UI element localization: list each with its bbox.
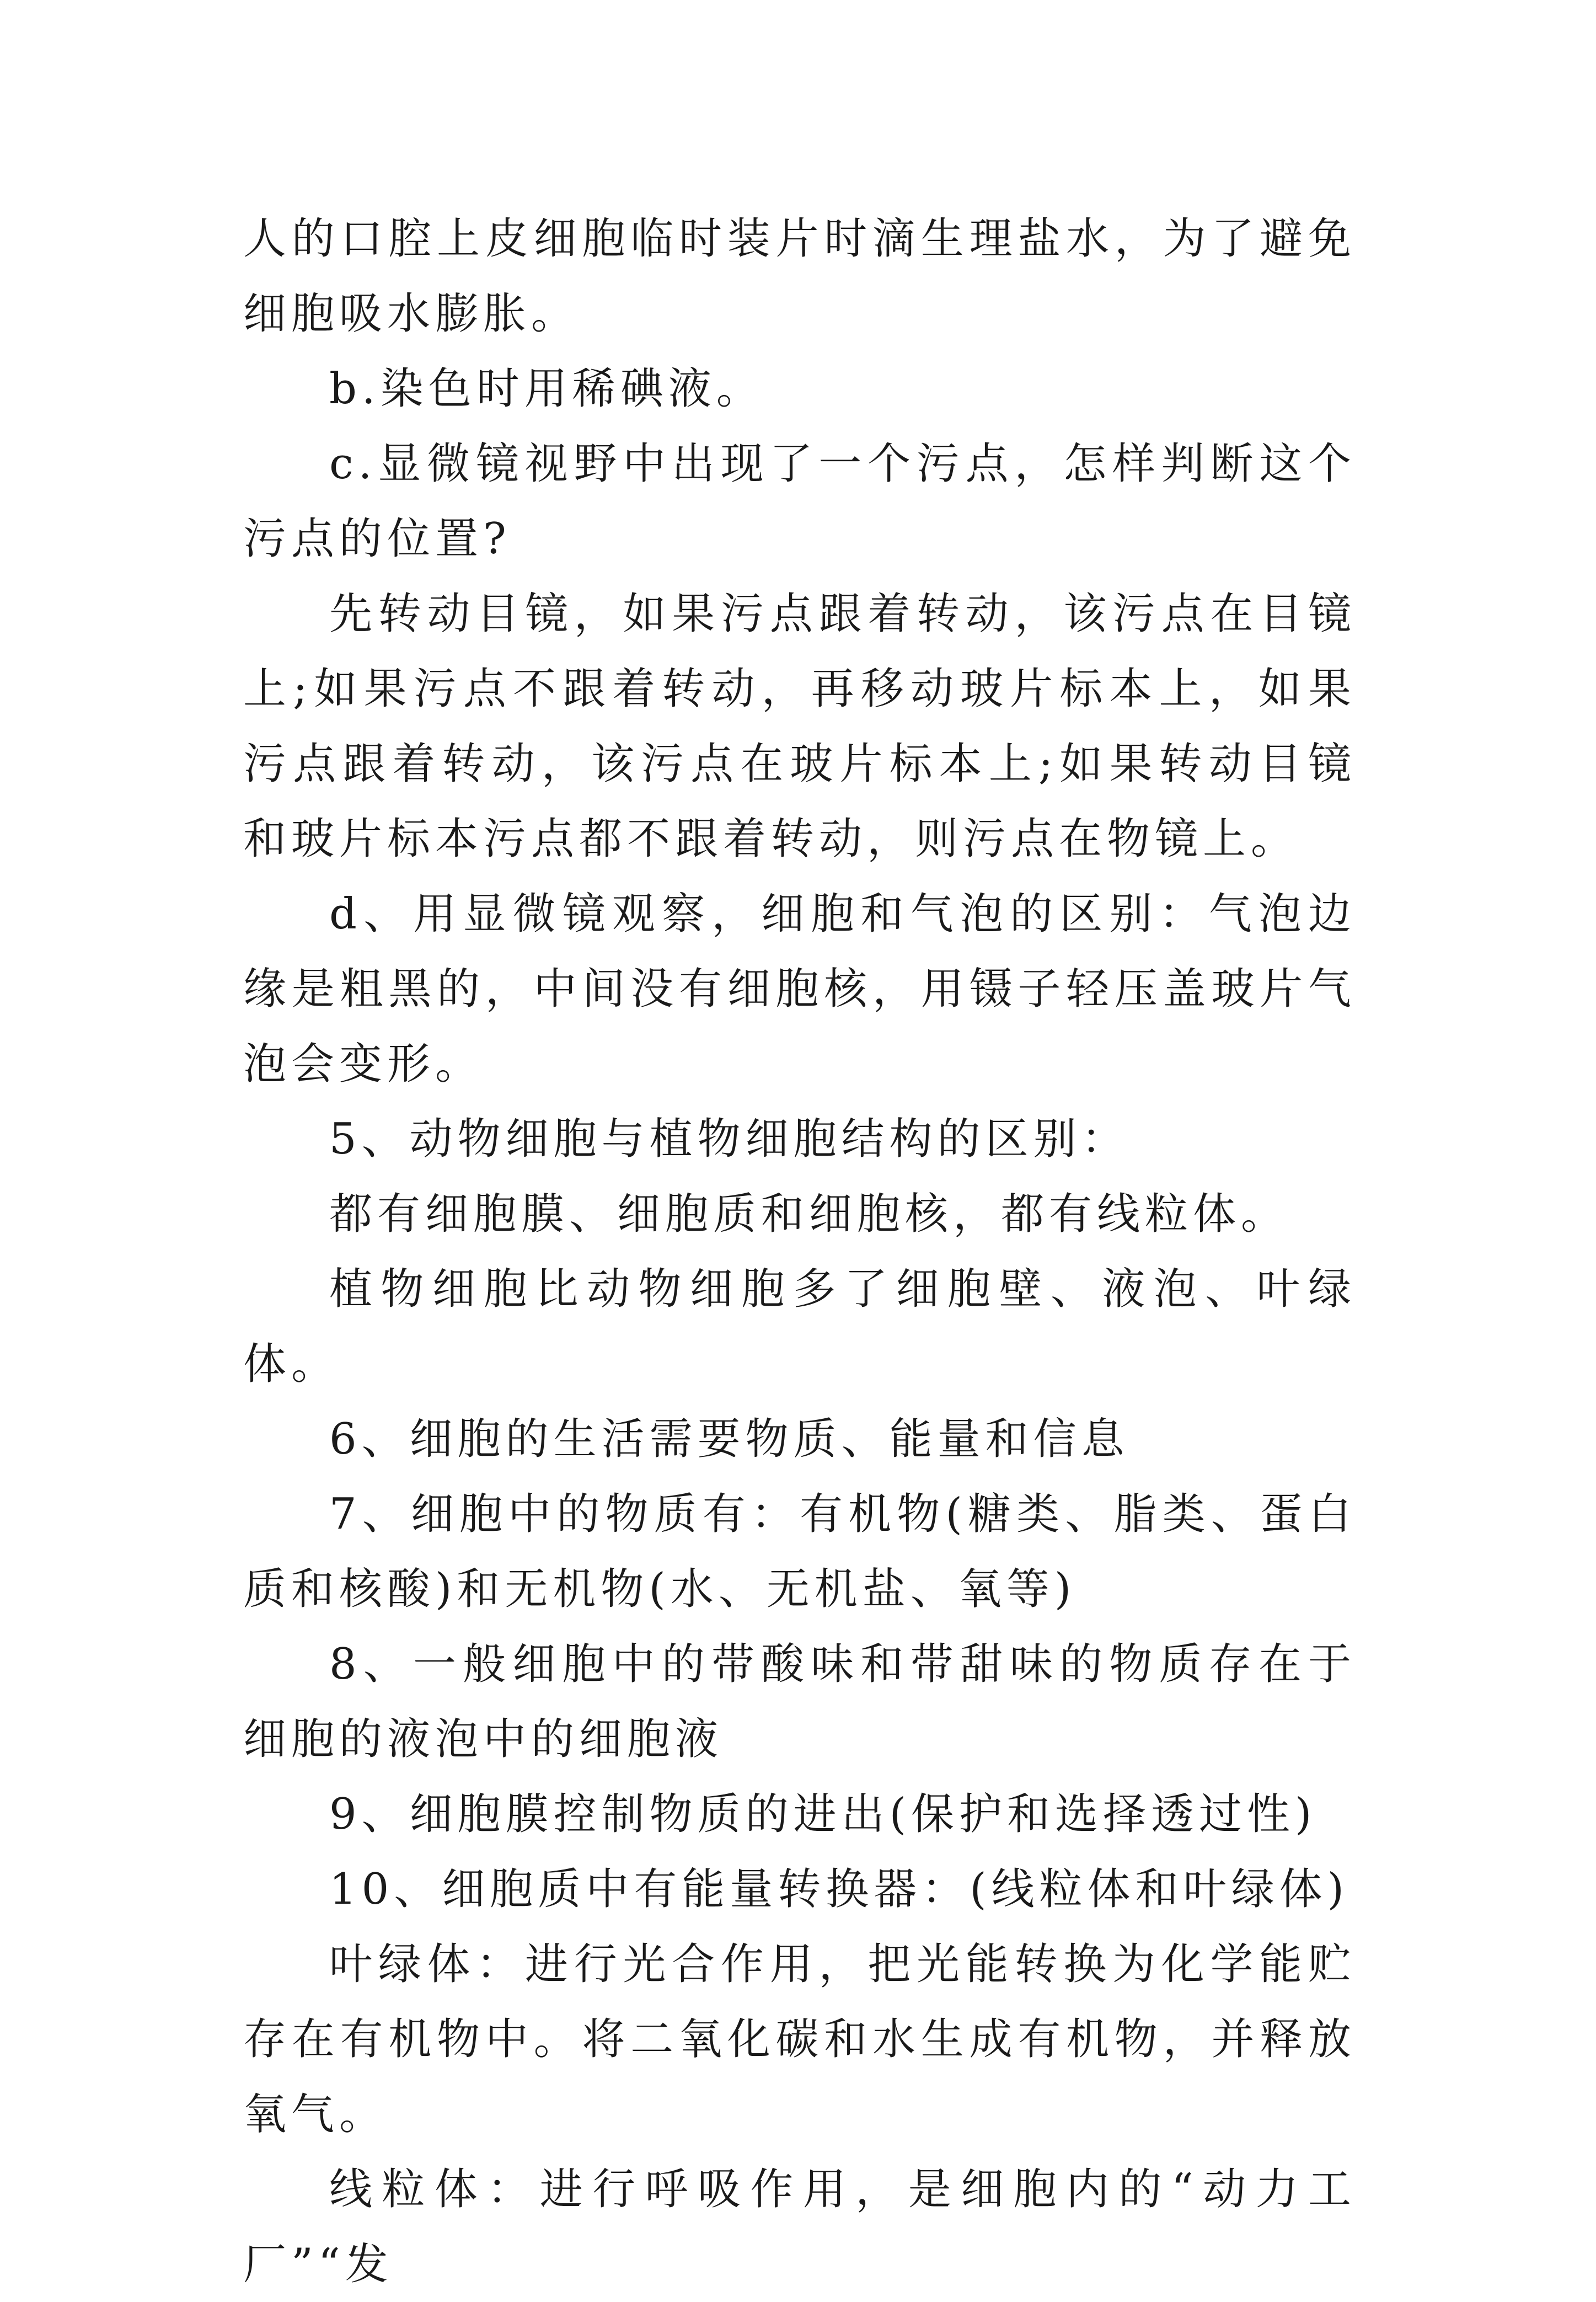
paragraph-iodine-stain: b.染色时用稀碘液。 [329,364,764,414]
paragraph-item-8: 8、一般细胞中的带酸味和带甜味的物质存在于细胞的液泡中的细胞液 [243,1639,1356,1764]
paragraph-item-6: 6、细胞的生活需要物质、能量和信息 [329,1414,1129,1464]
paragraph-saline-intro: 人的口腔上皮细胞临时装片时滴生理盐水，为了避免细胞吸水膨胀。 [243,214,1356,339]
paragraph-bubble-difference: d、用显微镜观察，细胞和气泡的区别：气泡边缘是粗黑的，中间没有细胞核，用镊子轻压盖玻片气泡会变形。 [243,889,1356,1089]
paragraph-item-9: 9、细胞膜控制物质的进出(保护和选择透过性) [329,1790,1317,1839]
paragraph-chloroplast: 叶绿体：进行光合作用，把光能转换为化学能贮存在有机物中。将二氧化碳和水生成有机物，并释放氧气。 [243,1940,1356,2139]
paragraph-plant-extra-structures: 植物细胞比动物细胞多了细胞壁、液泡、叶绿体。 [243,1264,1356,1389]
paragraph-item-10: 10、细胞质中有能量转换器：(线粒体和叶绿体) [329,1865,1349,1914]
paragraph-common-structures: 都有细胞膜、细胞质和细胞核，都有线粒体。 [329,1189,1289,1239]
paragraph-spot-question: c.显微镜视野中出现了一个污点，怎样判断这个污点的位置? [243,439,1356,564]
paragraph-item-5-heading: 5、动物细胞与植物细胞结构的区别： [329,1114,1129,1164]
document-body [243,201,1356,2302]
paragraph-spot-answer: 先转动目镜，如果污点跟着转动，该污点在目镜上;如果污点不跟着转动，再移动玻片标本上，如果污点跟着转动，该污点在玻片标本上;如果转动目镜和玻片标本污点都不跟着转动，则污点在物镜上。 [243,589,1356,864]
paragraph-mitochondria: 线粒体：进行呼吸作用，是细胞内的“动力工厂”“发 [243,2165,1356,2289]
paragraph-item-7: 7、细胞中的物质有：有机物(糖类、脂类、蛋白质和核酸)和无机物(水、无机盐、氧等) [243,1489,1356,1614]
